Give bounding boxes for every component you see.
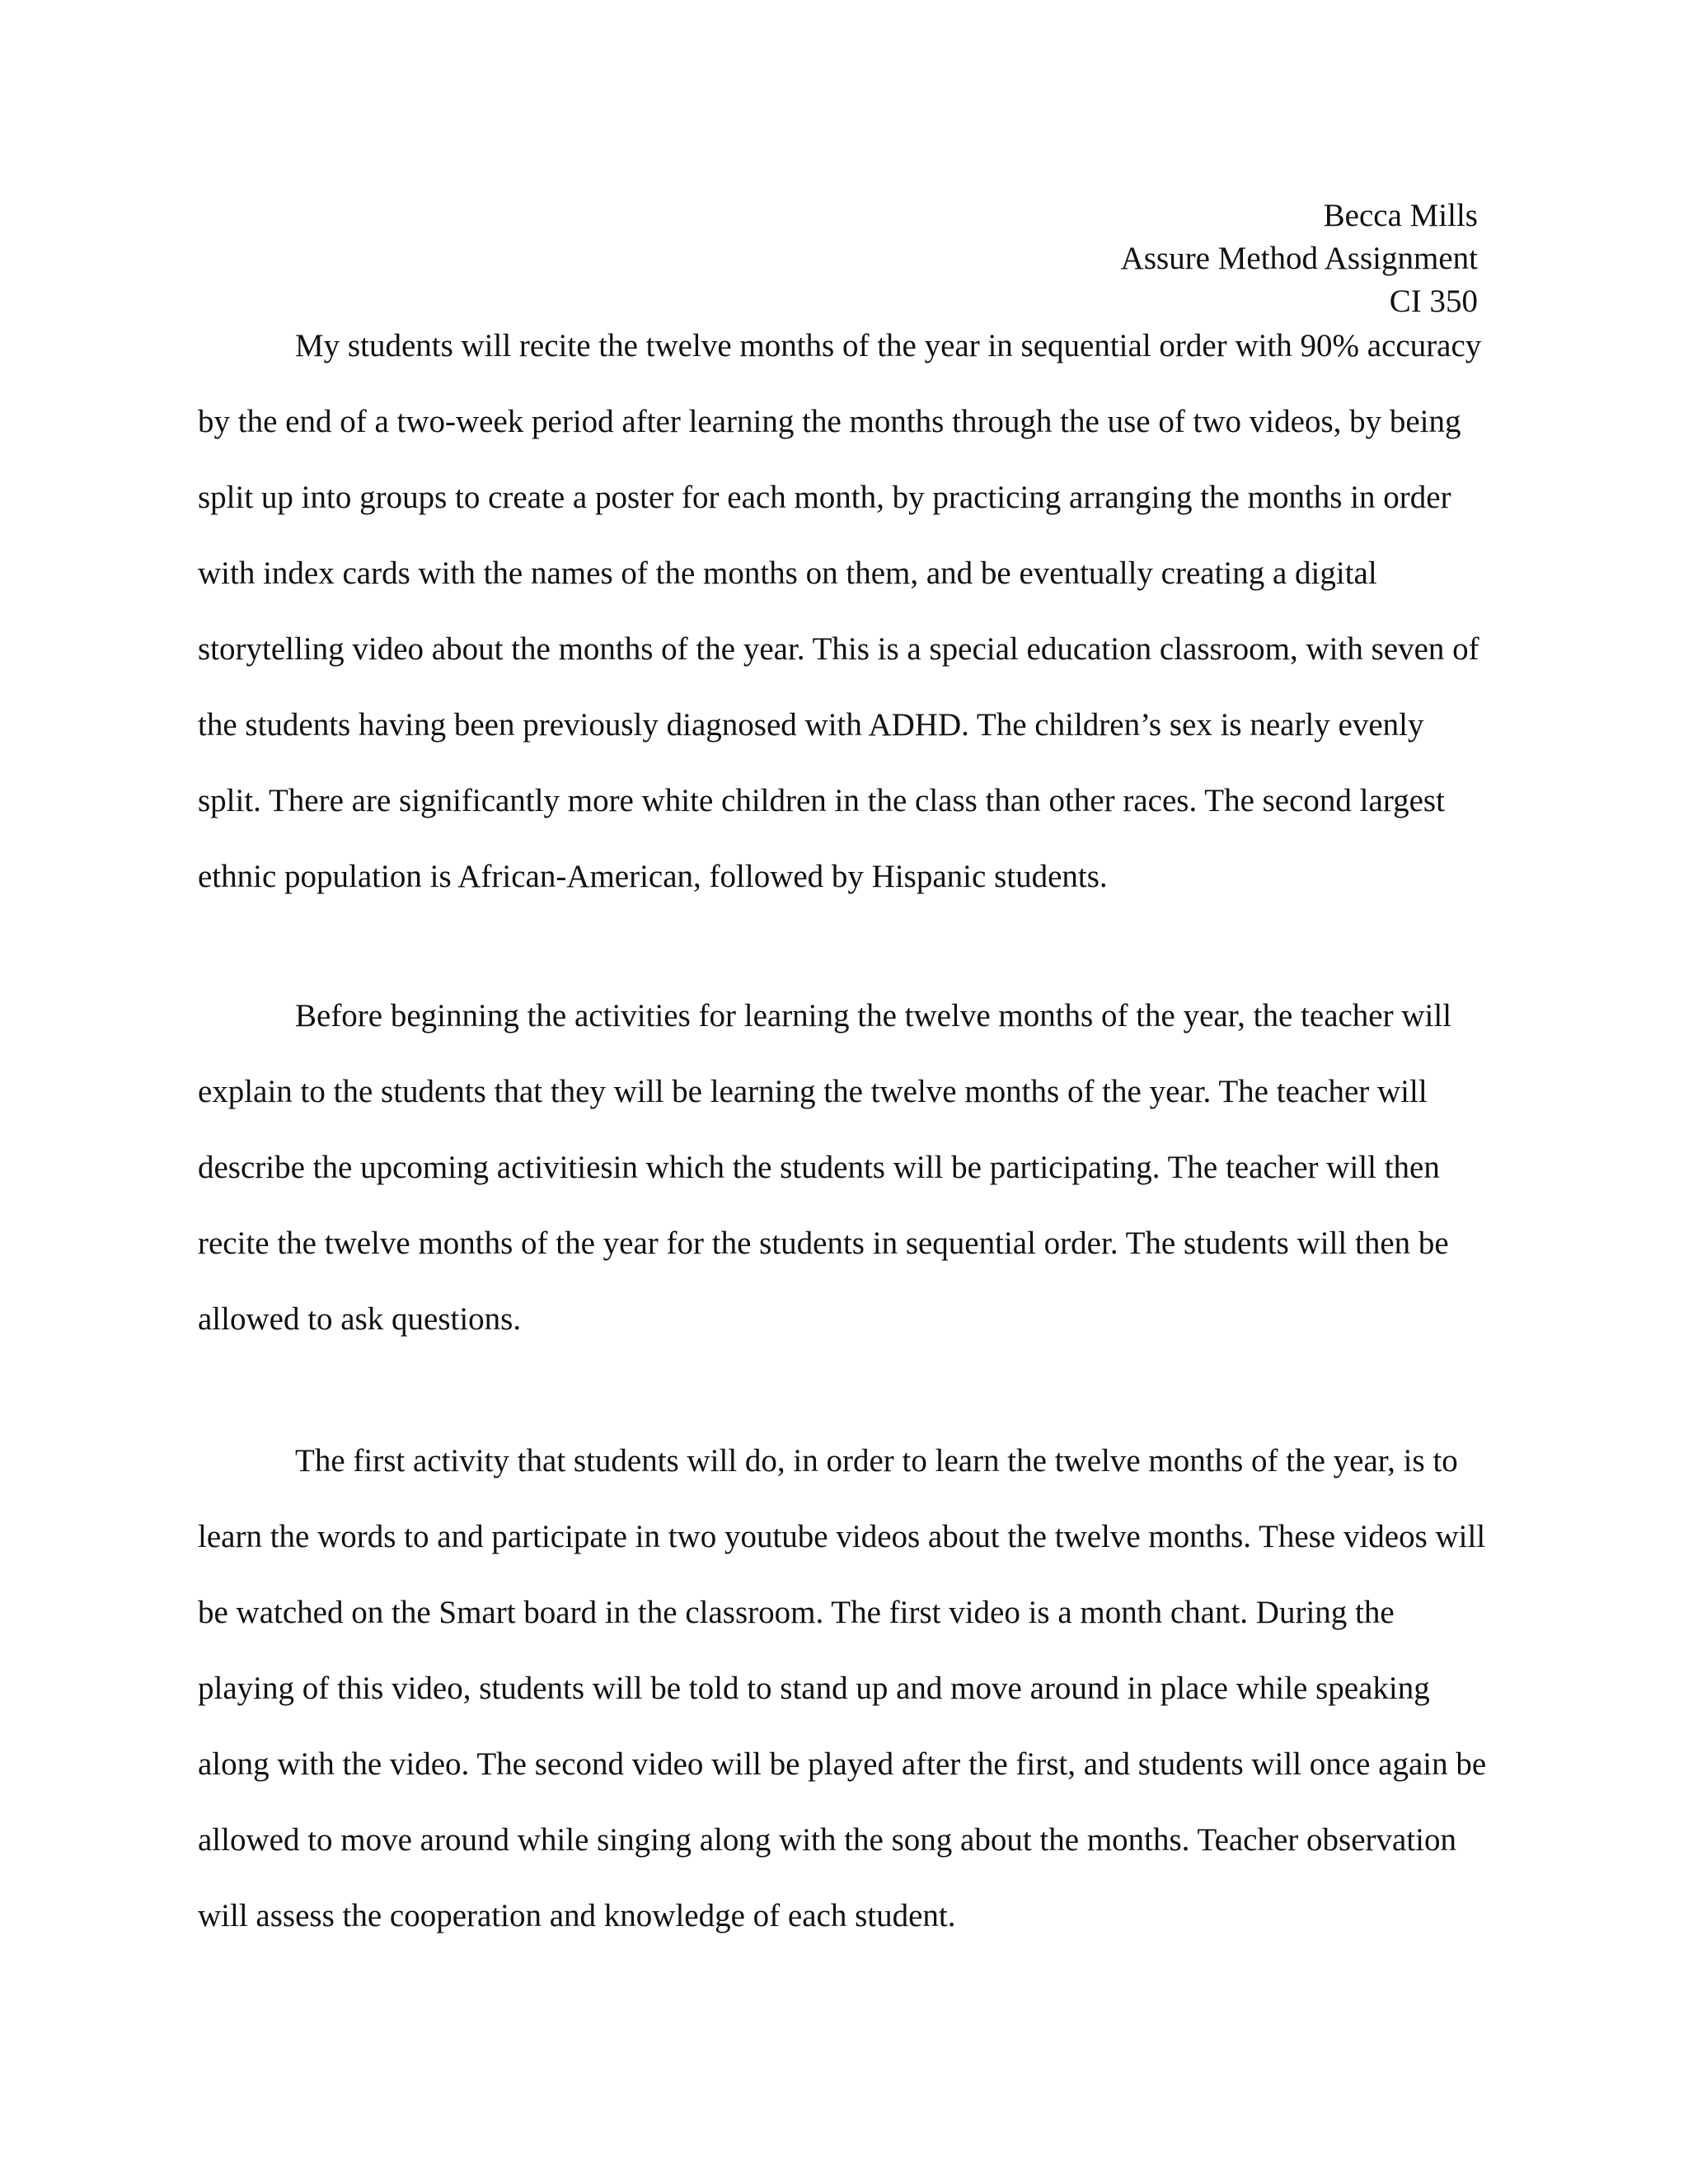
document-header	[1121, 194, 1478, 323]
author-name: Becca Mills	[1323, 198, 1478, 233]
course-code: CI 350	[1389, 284, 1478, 319]
paragraph-text: The first activity that students will do, in order to learn the twelve months of the year, is to learn the words to and participate in two youtube videos about the twelve months. These videos will be watched on the Smart board in the classroom. The first video is a month chant. During the playing of this video, students will be told to stand up and move around in place while speaking along with the video. The second video will be played after the first, and students will once again be allowed to move around while singing along with the song about the months. Teacher observation will assess the cooperation and knowledge of each student.	[198, 1443, 1487, 1933]
paragraph-text: My students will recite the twelve months of the year in sequential order with 90% accuracy by the end of a two-week period after learning the months through the use of two videos, by being split up into groups to create a poster for each month, by practicing arranging the months in order with index cards with the names of the months on them, and be eventually creating a digital storytelling video about the months of the year. This is a special education classroom, with seven of the students having been previously diagnosed with ADHD. The children’s sex is nearly evenly split. There are significantly more white children in the class than other races. The second largest ethnic population is African-American, followed by Hispanic students.	[198, 328, 1482, 894]
assignment-title: Assure Method Assignment	[1120, 241, 1478, 276]
paragraph-text: Before beginning the activities for learning the twelve months of the year, the teacher will explain to the students that they will be learning the twelve months of the year. The teacher will describe the upcoming activitiesin which the students will be participating. The teacher will then recite the twelve months of the year for the students in sequential order. The students will then be allowed to ask questions.	[198, 998, 1452, 1337]
paragraph-objective	[198, 308, 1495, 915]
paragraph-first-activity	[198, 1423, 1495, 1954]
paragraph-introduction	[198, 978, 1495, 1357]
